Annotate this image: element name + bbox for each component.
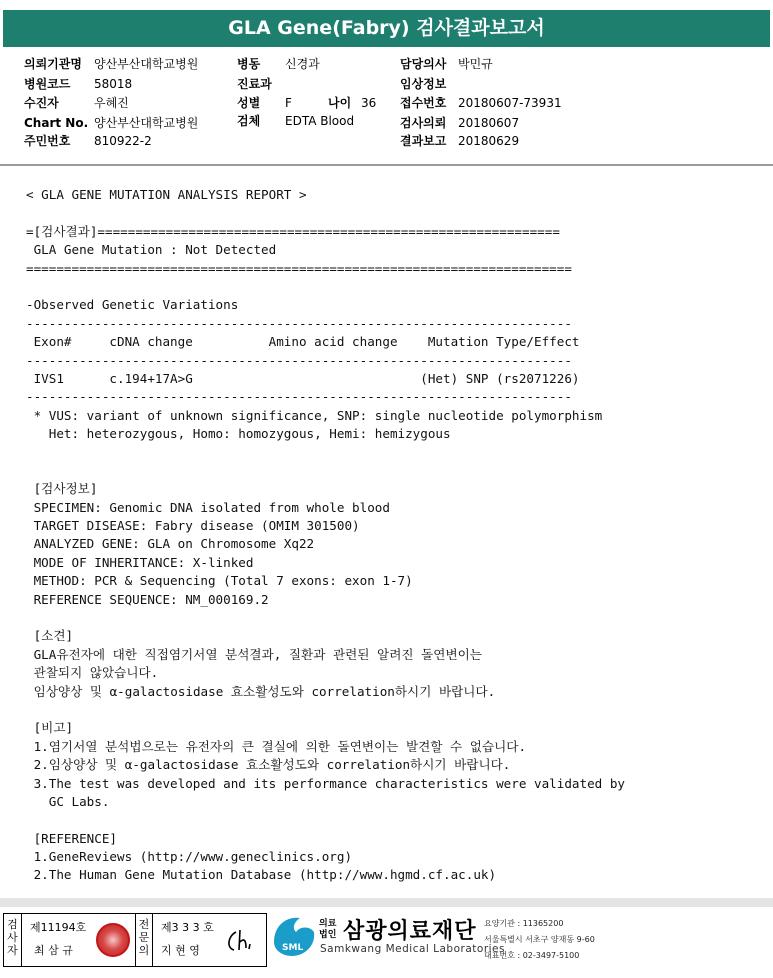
org-name: 삼광의료재단 (343, 919, 477, 944)
header-value: 박민규 (458, 57, 493, 71)
official-seal (96, 923, 130, 957)
header-row-receipt-no (400, 94, 562, 112)
report-line: 2.임상양상 및 α-galactosidase 효소활성도와 correlation하시기 바랍니다. (26, 757, 511, 773)
header-label: 검체 (237, 114, 261, 128)
report-line: GLA유전자에 대한 직접염기서열 분석결과, 질환과 관련된 알려진 돌연변이는 (26, 646, 482, 662)
report-line (26, 811, 766, 829)
header-row-hospital-code (24, 75, 132, 93)
report-line: 2.The Human Gene Mutation Database (http://www.hgmd.cf.ac.uk) (26, 867, 497, 883)
report-line (26, 462, 766, 480)
report-line: TARGET DISEASE: Fabry disease (OMIM 301500) (26, 518, 360, 534)
report-line: [비고] (26, 720, 74, 736)
header-divider (0, 164, 773, 166)
header-row-sex (237, 94, 292, 112)
header-row-clinical-info (400, 75, 458, 93)
report-line: SPECIMEN: Genomic DNA isolated from whole blood (26, 499, 390, 515)
header-label: 성별 (237, 96, 261, 110)
specialist-name: 지 현 영 (161, 944, 200, 957)
report-line (26, 443, 766, 461)
report-line: 3.The test was developed and its performance characteristics were validated by (26, 775, 625, 791)
header-label: 주민번호 (24, 134, 71, 148)
report-line (26, 609, 766, 627)
report-line: < GLA GENE MUTATION ANALYSIS REPORT > (26, 187, 307, 202)
header-label: 나이 (328, 96, 352, 110)
org-info (484, 916, 595, 964)
org-info-line: 요양기관 : 11365200 (484, 919, 564, 928)
header-value: 810922-2 (94, 134, 152, 148)
report-line: REFERENCE SEQUENCE: NM_000169.2 (26, 591, 269, 607)
header-label: 의뢰기관명 (24, 57, 82, 71)
report-line: 임상양상 및 α-galactosidase 효소활성도와 correlation하시기 바랍니다. (26, 683, 496, 699)
report-line: Het: heterozygous, Homo: homozygous, Hemi: hemizygous (26, 426, 451, 442)
report-line: ======================================================================== (26, 260, 572, 276)
header-label: 병원코드 (24, 77, 71, 91)
header-value: 양산부산대학교병원 (94, 57, 199, 71)
report-line: MODE OF INHERITANCE: X-linked (26, 554, 254, 570)
signature-box (3, 913, 267, 967)
header-row-specimen (237, 112, 354, 130)
report-line: [소견] (26, 628, 74, 644)
header-label: 임상정보 (400, 77, 447, 91)
header-row-request-date (400, 114, 519, 132)
header-label: 병동 (237, 57, 261, 71)
examiner-label: 검사자 (4, 914, 22, 966)
report-line: 1.GeneReviews (http://www.geneclinics.org) (26, 849, 353, 865)
header-row-department (237, 75, 285, 93)
org-info-line: 서울특별시 서초구 양재동 9-60 (484, 935, 595, 944)
header-value: 20180607-73931 (458, 96, 562, 110)
header-label: 진료과 (237, 77, 272, 91)
header-value: 20180607 (458, 116, 520, 130)
title-bar (0, 0, 773, 47)
report-line: ------------------------------------------------------------------------ (26, 352, 572, 368)
header-row-chart-no (24, 114, 198, 132)
report-line (26, 701, 766, 719)
header-label: 결과보고 (400, 134, 447, 148)
report-line: [검사정보] (26, 481, 98, 497)
report-line: * VUS: variant of unknown significance, SNP: single nucleotide polymorphism (26, 407, 603, 423)
report-line (26, 204, 766, 222)
report-title: GLA Gene(Fabry) 검사결과보고서 (3, 10, 770, 47)
header-value: 36 (361, 96, 377, 110)
logo-text: SML (282, 943, 304, 953)
examiner-number: 제11194호 (30, 921, 87, 934)
org-info-line: 대표번호 : 02-3497-5100 (484, 951, 580, 960)
header-label: Chart No. (24, 116, 89, 130)
report-line: [REFERENCE] (26, 830, 117, 846)
header-row-patient (24, 94, 129, 112)
report-line: ANALYZED GENE: GLA on Chromosome Xq22 (26, 536, 315, 552)
header-value: 20180629 (458, 134, 520, 148)
header-label: 수진자 (24, 96, 59, 110)
specialist-label: 전문의 (135, 914, 153, 966)
patient-header (0, 48, 773, 164)
report-line: -Observed Genetic Variations (26, 297, 239, 313)
org-english-name: Samkwang Medical Laboratories (320, 943, 505, 955)
header-value: EDTA Blood (285, 114, 355, 128)
report-body (26, 186, 766, 885)
footer (0, 908, 773, 978)
specialist-number: 제3 3 3 호 (161, 921, 214, 934)
header-value: 우혜진 (94, 96, 129, 110)
report-line: =[검사결과]============================================================= (26, 223, 560, 239)
report-line: METHOD: PCR & Sequencing (Total 7 exons: exon 1-7) (26, 573, 413, 589)
header-label: 접수번호 (400, 96, 447, 110)
header-value: 신경과 (285, 57, 320, 71)
report-line: 1.염기서열 분석법으로는 유전자의 큰 결실에 의한 돌연변이는 발견할 수 없습니다. (26, 738, 527, 754)
report-line: Exon# cDNA change Amino acid change Mutation Type/Effect (26, 334, 580, 350)
header-value: 양산부산대학교병원 (94, 116, 199, 130)
header-row-doctor (400, 55, 493, 73)
report-line: ------------------------------------------------------------------------ (26, 389, 572, 405)
samkwang-logo (270, 912, 320, 964)
header-row-age (328, 94, 376, 112)
header-value: 58018 (94, 77, 133, 91)
examiner-name: 최 삼 규 (34, 944, 73, 957)
report-line: GC Labs. (26, 793, 110, 809)
header-row-report-date (400, 132, 519, 150)
report-line: IVS1 c.194+17A>G (Het) SNP (rs2071226) (26, 370, 580, 386)
signature-mark (222, 926, 262, 956)
header-row-resident-no (24, 132, 152, 150)
org-prefix: 의료법인 (319, 919, 337, 940)
header-label: 검사의뢰 (400, 116, 447, 130)
report-line: ------------------------------------------------------------------------ (26, 315, 572, 331)
footer-divider (0, 898, 773, 907)
header-value: F (285, 96, 292, 110)
report-line (26, 278, 766, 296)
header-label: 담당의사 (400, 57, 447, 71)
report-line: 관찰되지 않았습니다. (26, 665, 159, 681)
header-row-institution (24, 55, 198, 73)
report-line: GLA Gene Mutation : Not Detected (26, 242, 277, 258)
header-row-ward (237, 55, 320, 73)
